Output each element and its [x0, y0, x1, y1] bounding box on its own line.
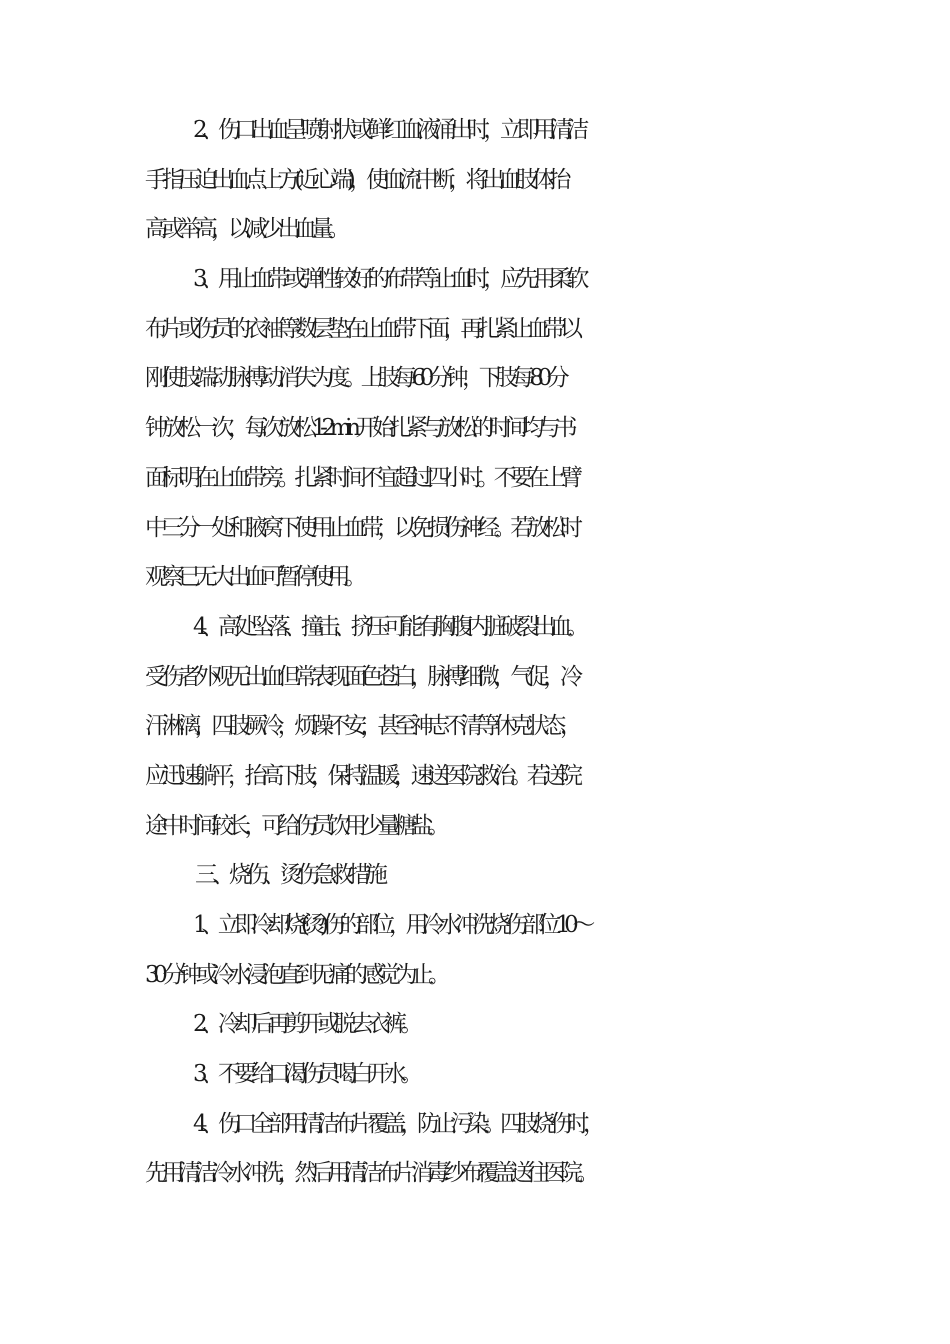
text-line: 手指压迫出血点上方(近心端)，使血流中断，将出血肢体抬: [145, 166, 566, 193]
text-line: 应迅速躺平，抬高下肢，保持温暖，速送医院救治。若送院: [145, 762, 577, 789]
text-line: 中三分一处和腋窝下使用止血带，以免损伤神经。若放松时: [145, 514, 577, 541]
text-line: 4、伤口全部用清洁布片覆盖，防止污染。四肢烧伤时，: [193, 1110, 600, 1137]
text-line: 4、高处坠落、撞击、挤压可能有胸腹内脏破裂出血。: [193, 613, 584, 640]
text-line: 3、用止血带或弹性较好的布带等止血时，应先用柔软: [193, 266, 584, 293]
text-line: 面标明在止血带旁。扎紧时间不宜超过四小时。不要在上臂: [145, 464, 577, 491]
text-line: 先用清洁冷水冲洗，然后用清洁布片消毒纱布覆盖送往医院。: [145, 1160, 594, 1187]
text-line: 刚使肢端动脉搏动消失为度。上肢每 60 分钟，下肢每 80 分: [145, 365, 564, 392]
text-line: 观察已无大出血可暂停使用。: [145, 564, 361, 591]
text-line: 受伤者外观无出血但常表现面色苍白，脉搏细微，气促，冷: [145, 663, 577, 690]
text-line: 高或举高，以减少出血量。: [145, 216, 345, 243]
text-line: 30 分钟或冷水浸泡直到无痛的感觉为止。: [145, 961, 445, 988]
document-body: [145, 106, 835, 1199]
text-line: 途中时间较长，可给伤员饮用少量糖盐。: [145, 812, 444, 839]
text-line: 汗淋漓，四肢厥冷，烦躁不安，甚至神志不清等休克状态，: [145, 713, 577, 740]
text-line: 3、不要给口渴伤员喝白开水。: [193, 1061, 418, 1088]
section-heading: 三、烧伤、烫伤急救措施: [195, 862, 382, 889]
text-line: 钟放松一次，每次放松 1-2min 开始扎紧与放松的时间均与书: [145, 415, 572, 442]
text-line: 2、冷却后再剪开或脱去衣裤。: [193, 1011, 418, 1038]
text-line: 2、伤口出血呈喷射状或鲜红血液涌出时，立即用清洁: [193, 117, 584, 143]
text-line: 布片或伤员的衣袖等数层垫在止血带下面，再扎紧止血带以: [145, 315, 577, 342]
text-line: 1、立即冷却烧(烫)伤的部位，用冷水冲洗烧伤部位 10～: [193, 912, 589, 938]
